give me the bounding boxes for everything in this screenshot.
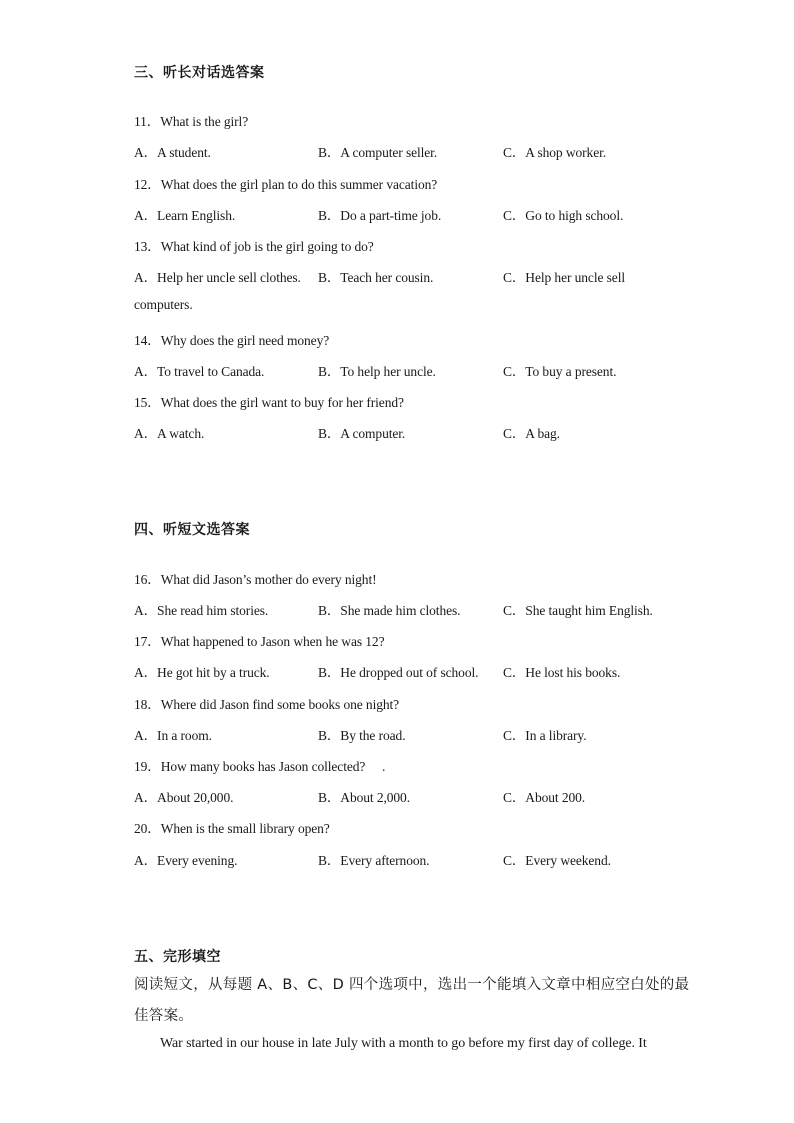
- section-3-heading: 三、听长对话选答案: [134, 65, 265, 81]
- q12-option-a: A．Learn English.: [134, 208, 236, 223]
- q14-option-a: A．To travel to Canada.: [134, 364, 265, 379]
- q15-option-b: B．A computer.: [318, 426, 406, 441]
- q11-option-b: B．A computer seller.: [318, 145, 438, 160]
- q16-option-b: B．She made him clothes.: [318, 603, 461, 618]
- question-20: 20．When is the small library open?: [134, 821, 330, 836]
- q18-option-c: C．In a library.: [503, 728, 587, 743]
- q19-option-b: B．About 2,000.: [318, 790, 410, 805]
- q18-option-b: B．By the road.: [318, 728, 406, 743]
- q17-option-b: B．He dropped out of school.: [318, 665, 479, 680]
- q13-option-c-continued: computers.: [134, 297, 193, 312]
- cloze-instruction-line-1: 阅读短文，从每题 A、B、C、D 四个选项中，选出一个能填入文章中相应空白处的最: [134, 977, 690, 993]
- cloze-passage-first-line: War started in our house in late July with a month to go before my first day of college. It: [160, 1036, 647, 1051]
- q18-option-a: A．In a room.: [134, 728, 212, 743]
- section-5-heading: 五、完形填空: [134, 949, 221, 965]
- q11-option-c: C．A shop worker.: [503, 145, 607, 160]
- section-4-heading: 四、听短文选答案: [134, 522, 250, 538]
- q15-option-a: A．A watch.: [134, 426, 205, 441]
- question-14: 14．Why does the girl need money?: [134, 333, 330, 348]
- q13-option-b: B．Teach her cousin.: [318, 270, 434, 285]
- q20-option-c: C．Every weekend.: [503, 853, 611, 868]
- q13-option-c: C．Help her uncle sell: [503, 270, 625, 285]
- q17-option-c: C．He lost his books.: [503, 665, 621, 680]
- q14-option-c: C．To buy a present.: [503, 364, 617, 379]
- question-13: 13．What kind of job is the girl going to do?: [134, 239, 374, 254]
- q11-option-a: A．A student.: [134, 145, 211, 160]
- question-18: 18．Where did Jason find some books one night?: [134, 697, 400, 712]
- q19-option-c: C．About 200.: [503, 790, 586, 805]
- q16-option-c: C．She taught him English.: [503, 603, 653, 618]
- question-17: 17．What happened to Jason when he was 12?: [134, 634, 385, 649]
- question-19: 19．How many books has Jason collected? .: [134, 759, 386, 774]
- q17-option-a: A．He got hit by a truck.: [134, 665, 270, 680]
- q20-option-a: A．Every evening.: [134, 853, 238, 868]
- question-11: 11．What is the girl?: [134, 114, 249, 129]
- q15-option-c: C．A bag.: [503, 426, 560, 441]
- cloze-instruction-line-2: 佳答案。: [134, 1008, 194, 1024]
- q12-option-c: C．Go to high school.: [503, 208, 624, 223]
- q19-option-a: A．About 20,000.: [134, 790, 234, 805]
- q13-option-a: A．Help her uncle sell clothes.: [134, 270, 301, 285]
- q14-option-b: B．To help her uncle.: [318, 364, 436, 379]
- q12-option-b: B．Do a part-time job.: [318, 208, 442, 223]
- q16-option-a: A．She read him stories.: [134, 603, 269, 618]
- q20-option-b: B．Every afternoon.: [318, 853, 430, 868]
- question-15: 15．What does the girl want to buy for her friend?: [134, 395, 404, 410]
- question-12: 12．What does the girl plan to do this summer vacation?: [134, 177, 438, 192]
- question-16: 16．What did Jason’s mother do every night!: [134, 572, 377, 587]
